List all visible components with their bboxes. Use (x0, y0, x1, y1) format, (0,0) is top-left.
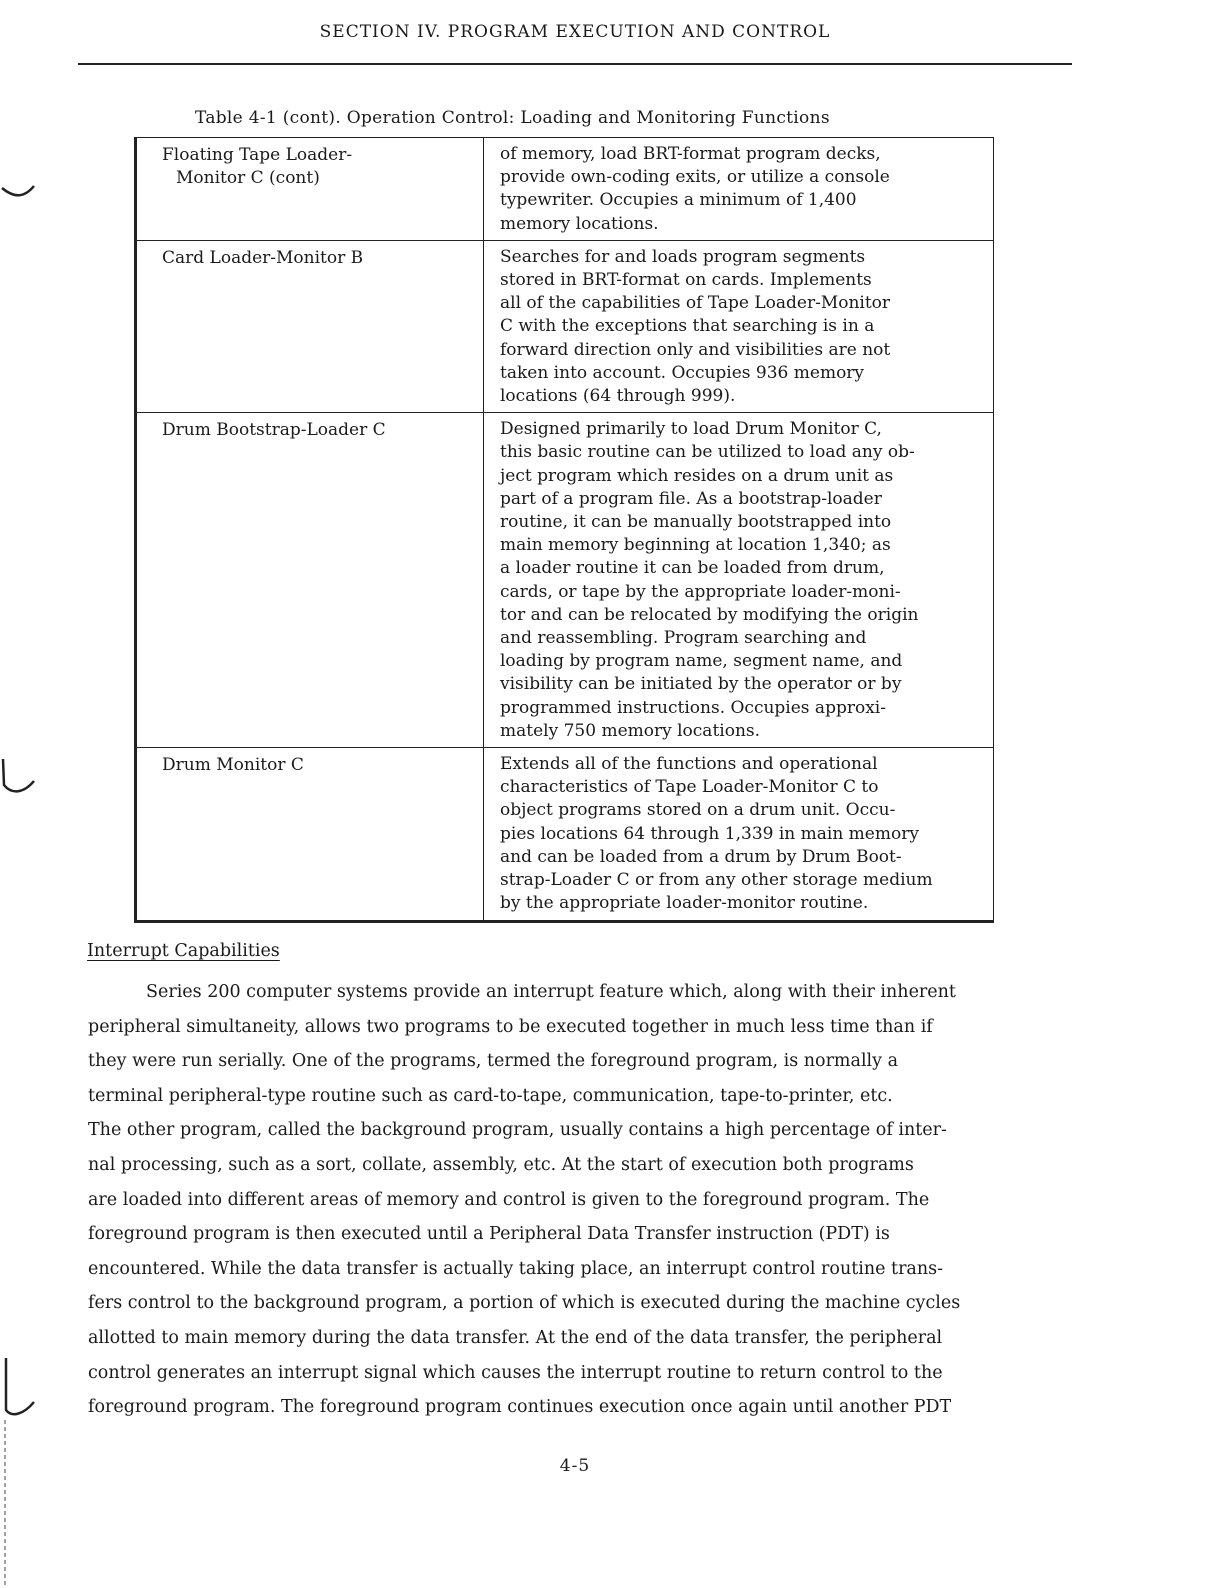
description-line: Extends all of the functions and operational (500, 754, 878, 775)
paragraph-line: they were run serially. One of the programs, termed the foreground program, is normally a (88, 1051, 899, 1072)
function-name-cell (136, 413, 484, 748)
function-name-line: Floating Tape Loader- (162, 145, 353, 165)
description-line: Designed primarily to load Drum Monitor C, (500, 419, 882, 440)
description-line: forward direction only and visibilities are not (500, 339, 891, 360)
binder-hook-mark (0, 755, 40, 810)
description-line: mately 750 memory locations. (500, 720, 761, 741)
description-line: memory locations. (500, 213, 659, 234)
function-name-cell (136, 138, 484, 241)
paragraph-line: allotted to main memory during the data transfer. At the end of the data transfer, the peripheral (88, 1327, 943, 1348)
description-line: typewriter. Occupies a minimum of 1,400 (500, 190, 857, 211)
description-line: characteristics of Tape Loader-Monitor C to (500, 777, 879, 798)
paragraph-line: terminal peripheral-type routine such as card-to-tape, communication, tape-to-printer, etc. (88, 1085, 893, 1106)
function-name-line: Drum Bootstrap-Loader C (162, 420, 386, 441)
description-line: programmed instructions. Occupies approxi- (500, 697, 886, 718)
paragraph-line: are loaded into different areas of memory and control is given to the foreground program. The (88, 1189, 930, 1210)
description-line: this basic routine can be utilized to load any ob- (500, 442, 915, 463)
table-row (136, 748, 994, 921)
description-line: routine, it can be manually bootstrapped into (500, 512, 892, 533)
description-line: and reassembling. Program searching and (500, 628, 867, 649)
description-line: object programs stored on a drum unit. Occu- (500, 800, 896, 821)
body-paragraph (88, 975, 1088, 1425)
binder-edge-mark (0, 1350, 40, 1588)
description-line: part of a program file. As a bootstrap-loader (500, 488, 882, 509)
function-description-cell (484, 413, 994, 748)
description-line: all of the capabilities of Tape Loader-Monitor (500, 293, 891, 314)
paragraph-line: peripheral simultaneity, allows two programs to be executed together in much less time than if (88, 1016, 933, 1037)
paragraph-line: The other program, called the background program, usually contains a high percentage of inter- (88, 1120, 947, 1141)
description-line: Searches for and loads program segments (500, 246, 866, 267)
description-line: main memory beginning at location 1,340; as (500, 535, 891, 556)
function-description-cell (484, 748, 994, 921)
table-row (136, 240, 994, 412)
description-line: of memory, load BRT-format program decks, (500, 144, 881, 164)
description-line: cards, or tape by the appropriate loader-moni- (500, 581, 901, 602)
page-number: 4-5 (559, 1456, 591, 1476)
section-heading: Interrupt Capabilities (87, 941, 280, 961)
description-line: pies locations 64 through 1,339 in main memory (500, 823, 919, 844)
binder-hook-mark (0, 178, 40, 208)
function-name-line: Drum Monitor C (162, 755, 304, 776)
paragraph-line: encountered. While the data transfer is actually taking place, an interrupt control routine trans- (88, 1258, 944, 1279)
description-line: tor and can be relocated by modifying the origin (500, 604, 919, 625)
description-line: a loader routine it can be loaded from drum, (500, 558, 885, 579)
header-rule (78, 63, 1072, 65)
paragraph-line: fers control to the background program, a portion of which is executed during the machine cycles (88, 1293, 961, 1314)
table-row (136, 413, 994, 748)
description-line: visibility can be initiated by the operator or by (500, 674, 902, 695)
description-line: taken into account. Occupies 936 memory (500, 362, 865, 383)
function-description-cell (484, 138, 994, 241)
paragraph-line: nal processing, such as a sort, collate, assembly, etc. At the start of execution both programs (88, 1154, 914, 1175)
function-name-cell (136, 748, 484, 921)
description-line: stored in BRT-format on cards. Implements (500, 270, 872, 291)
operation-control-table (134, 137, 994, 923)
paragraph-line: foreground program is then executed until a Peripheral Data Transfer instruction (PDT) is (88, 1224, 890, 1245)
table-caption: Table 4-1 (cont). Operation Control: Loading and Monitoring Functions (195, 108, 830, 128)
description-line: provide own-coding exits, or utilize a console (500, 167, 890, 188)
description-line: C with the exceptions that searching is in a (500, 316, 875, 337)
paragraph-line: Series 200 computer systems provide an interrupt feature which, along with their inherent (146, 982, 956, 1002)
description-line: loading by program name, segment name, and (500, 651, 903, 672)
table-row (136, 138, 994, 241)
description-line: ject program which resides on a drum unit as (500, 465, 894, 486)
function-description-cell (484, 240, 994, 412)
function-name-cell (136, 240, 484, 412)
function-name-line: Monitor C (cont) (176, 168, 320, 189)
description-line: and can be loaded from a drum by Drum Boot- (500, 846, 902, 867)
description-line: strap-Loader C or from any other storage medium (500, 870, 933, 891)
description-line: by the appropriate loader-monitor routine. (500, 893, 869, 914)
function-name-line: Card Loader-Monitor B (162, 247, 364, 268)
paragraph-line: control generates an interrupt signal which causes the interrupt routine to return control to the (88, 1362, 943, 1383)
running-head: SECTION IV. PROGRAM EXECUTION AND CONTROL (319, 22, 831, 42)
description-line: locations (64 through 999). (500, 386, 736, 407)
paragraph-line: foreground program. The foreground program continues execution once again until another PDT (88, 1397, 952, 1418)
